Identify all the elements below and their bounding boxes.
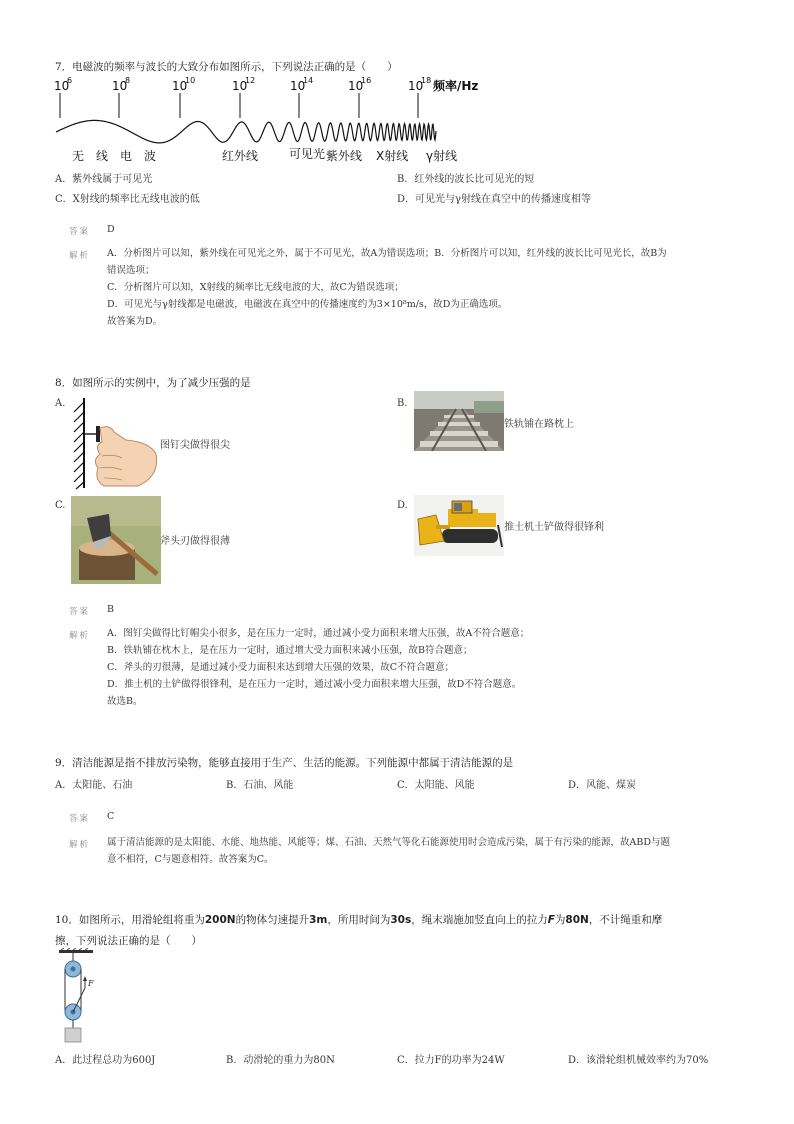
freq-exp-7: 18 [421,76,432,85]
q7-stem: 7．电磁波的频率与波长的大致分布如图所示，下列说法正确的是（ ） [55,61,398,73]
q8-stem: 8．如图所示的实例中，为了减少压强的是 [55,377,251,389]
q9-option-a: A．太阳能、石油 [55,780,133,791]
q7-option-a: A．紫外线属于可见光 [55,174,153,185]
band-radio: 无 线 电 波 [72,149,157,163]
freq-tick-1: 10 [54,79,70,93]
q10-option-c: C．拉力F的功率为24W [397,1055,505,1066]
q8-answer-label: 答案 [69,607,91,617]
q7-analysis-line: 错误选项； [107,265,155,276]
q10-weight: 200N [204,914,236,926]
q10-force-symbol: F [547,914,555,926]
q8-analysis-line: C．斧头的刃很薄，是通过减小受力面积来达到增大压强的效果，故C不符合题意； [107,662,455,673]
q7-analysis-line: D．可见光与γ射线都是电磁波，电磁波在真空中的传播速度约为3×10⁸m/s，故D为正确选项。 [107,299,508,310]
freq-exp-2: 8 [125,76,131,85]
q8-option-a-caption: 图钉尖做得很尖 [160,440,230,451]
q8-option-b-letter: B. [397,398,408,409]
freq-tick-3: 10 [172,79,188,93]
q7-option-b: B．红外线的波长比可见光的短 [397,174,535,185]
pulley-figure [55,948,105,1046]
q8-analysis-line: B．铁轨铺在枕木上，是在压力一定时，通过增大受力面积来减小压强，故B符合题意； [107,645,473,656]
q9-option-c: C．太阳能、风能 [397,780,475,791]
q9-analysis-line: 意不相符，C与题意相符。故答案为C。 [107,854,274,865]
band-visible: 可见光 [289,147,326,161]
q10-option-b: B．动滑轮的重力为80N [226,1055,335,1066]
q8-option-d-caption: 推土机土铲做得很锋利 [504,522,604,533]
q7-analysis-line: C．分析图片可以知，X射线的频率比无线电波的大，故C为错误选项； [107,282,404,293]
q10-stem-line1: 10．如图所示，用滑轮组将重为200N的物体匀速提升3m，所用时间为30s，绳末端施加竖直向上的拉力F为80N，不计绳重和摩 [55,914,663,926]
freq-tick-4: 10 [232,79,248,93]
q9-analysis-label: 解析 [69,840,91,850]
freq-tick-5: 10 [290,79,306,93]
q7-analysis-line: 故答案为D。 [107,316,163,327]
railway-track-image [414,391,504,451]
q9-analysis-line: 属于清洁能源的是太阳能、水能、地热能、风能等；煤、石油、天然气等化石能源使用时会造成污染，属于有污染的能源，故ABD与题 [107,837,670,848]
q7-option-d: D．可见光与γ射线在真空中的传播速度相等 [397,194,591,205]
em-spectrum-figure [52,74,502,166]
freq-exp-1: 6 [67,76,73,85]
q10-option-d: D．该滑轮组机械效率约为70% [568,1055,709,1066]
q8-analysis-label: 解析 [69,631,91,641]
q9-stem: 9．清洁能源是指不排放污染物，能够直接用于生产、生活的能源。下列能源中都属于清洁能源的是 [55,757,514,769]
q8-option-a-letter: A. [55,398,66,409]
freq-exp-3: 10 [185,76,196,85]
wave-curve [56,120,436,142]
q9-option-b: B．石油、风能 [226,780,294,791]
band-xray: X射线 [376,149,409,163]
force-label: F [88,979,94,988]
freq-exp-6: 16 [361,76,372,85]
bulldozer-image [414,495,504,556]
q9-option-d: D．风能、煤炭 [568,780,637,791]
q9-answer: C [107,811,115,822]
q8-option-b-caption: 铁轨铺在路枕上 [504,419,574,430]
freq-tick-7: 10 [408,79,424,93]
q8-option-c-caption: 斧头刃做得很薄 [160,536,230,547]
q8-option-d-letter: D. [397,500,408,511]
q7-analysis-label: 解析 [69,251,91,261]
q10-stem-line2: 擦，下列说法正确的是（ ） [55,935,202,947]
q8-analysis-line: D．推土机的土铲做得很锋利，是在压力一定时，通过减小受力面积来增大压强，故D不符合题意。 [107,679,522,690]
freq-exp-5: 14 [303,76,314,85]
q9-answer-label: 答案 [69,814,91,824]
q10-option-a: A．此过程总功为600J [55,1055,156,1066]
band-gamma: γ射线 [426,149,458,163]
freq-exp-4: 12 [245,76,256,85]
band-ultraviolet: 紫外线 [326,149,363,163]
thumbtack-image [68,396,160,490]
freq-tick-6: 10 [348,79,364,93]
axe-image [71,496,161,584]
q7-analysis-line: A．分析图片可以知，紫外线在可见光之外，属于不可见光，故A为错误选项；B．分析图片可以知，红外线的波长比可见光长，故B为 [107,248,667,259]
q10-force: 80N [565,914,589,926]
q8-answer: B [107,604,114,615]
band-infrared: 红外线 [222,149,259,163]
freq-tick-2: 10 [112,79,128,93]
q8-analysis [107,625,529,710]
q8-option-c-letter: C. [55,500,66,511]
q7-analysis [107,245,667,330]
q10-time: 30s [390,914,412,926]
q7-option-c: C．X射线的频率比无线电波的低 [55,194,200,205]
q9-analysis [107,834,670,868]
q10-height: 3m [309,914,328,926]
freq-axis-label: 频率/Hz [433,79,479,93]
q7-answer-label: 答案 [69,227,91,237]
q8-analysis-line: 故选B。 [107,696,143,707]
q7-answer: D [107,224,115,235]
q8-analysis-line: A．图钉尖做得比钉帽尖小很多，是在压力一定时，通过减小受力面积来增大压强，故A不符合题意； [107,628,530,639]
